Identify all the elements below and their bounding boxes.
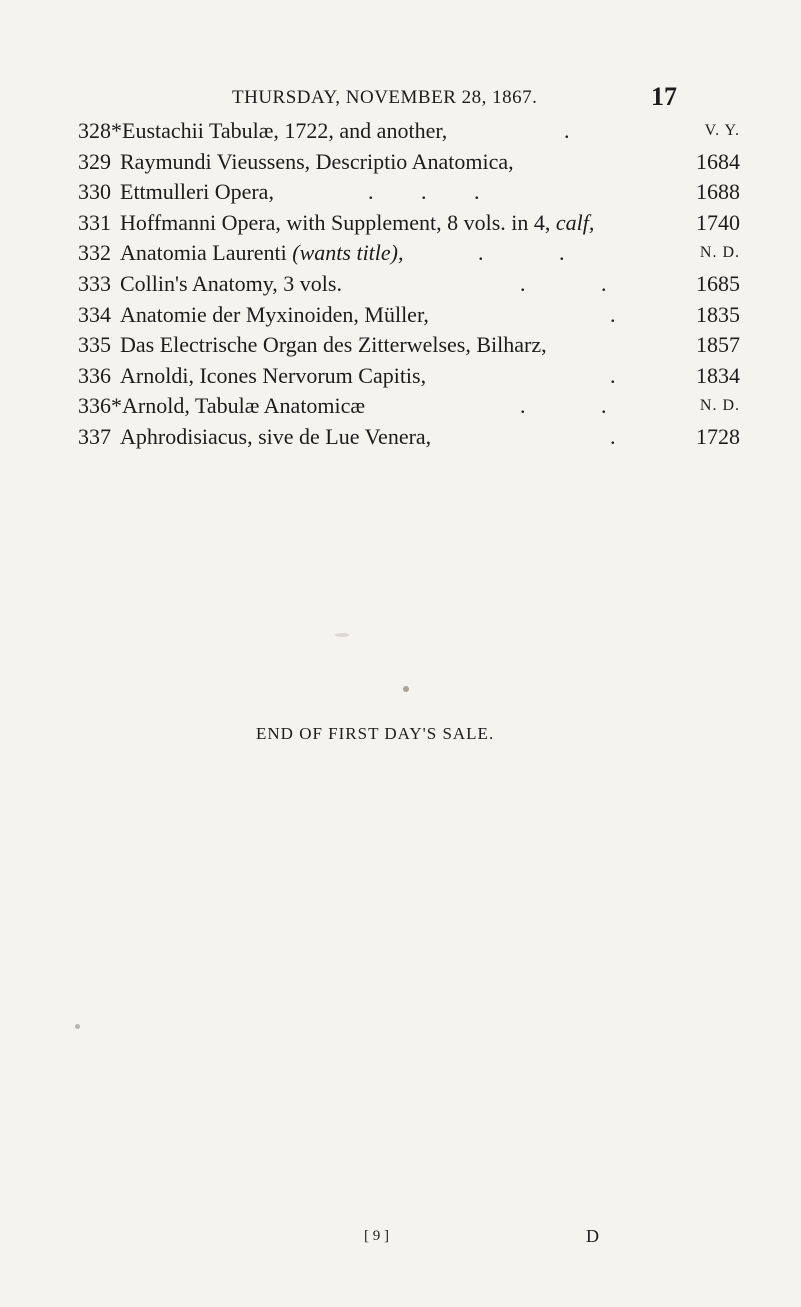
lot-title: 328*Eustachii Tabulæ, 1722, and another, (78, 118, 448, 143)
lot-number: 330 (78, 179, 111, 205)
lot-title: Raymundi Vieussens, Descriptio Anatomica, (120, 148, 514, 174)
signature-mark: D (586, 1226, 599, 1246)
lot-number: 329 (78, 148, 111, 174)
list-item (78, 116, 740, 147)
lot-number: 328* (78, 118, 122, 143)
binding-note: calf, (555, 209, 595, 235)
lot-title: Arnoldi, Icones Nervorum Capitis, (120, 362, 427, 388)
running-head: THURSDAY, NOVEMBER 28, 1867. (232, 87, 538, 108)
lot-number: 335 (78, 332, 111, 358)
leader-dots: . . (478, 240, 565, 266)
lot-title: Ettmulleri Opera, (120, 179, 274, 205)
list-item (78, 422, 740, 453)
lot-title: Anatomie der Myxinoiden, Müller, (120, 301, 429, 327)
leader-dots: . (564, 118, 570, 143)
list-item (78, 300, 740, 331)
lot-number: 334 (78, 301, 111, 327)
lot-title: Aphrodisiacus, sive de Lue Venera, (120, 423, 432, 449)
paper-speck (335, 633, 349, 637)
lot-title: Collin's Anatomy, 3 vols. (120, 270, 342, 296)
lot-date: 1685 (696, 270, 740, 296)
list-item (78, 147, 740, 178)
lot-title: Anatomia Laurenti (wants title), (120, 240, 404, 266)
lot-date: 1688 (696, 179, 740, 205)
lot-date: 1684 (696, 148, 740, 174)
list-item (78, 361, 740, 392)
lot-number: 336 (78, 362, 111, 388)
lot-number: 336* (78, 393, 122, 419)
lot-number: 333 (78, 270, 111, 296)
list-item (78, 330, 740, 361)
end-of-sale-note: END OF FIRST DAY'S SALE. (256, 724, 495, 743)
lot-number: 332 (78, 240, 111, 266)
lot-date: 1728 (696, 423, 740, 449)
lot-date: N. D. (699, 397, 740, 415)
lot-title: Hoffmanni Opera, with Supplement, 8 vols. in 4, calf, (120, 209, 595, 235)
lot-title: Das Electrische Organ des Zitterwelses, Bilharz, (120, 332, 547, 358)
lot-list (78, 116, 740, 453)
lot-date: 1740 (696, 209, 740, 235)
sheet-mark: [ 9 ] (364, 1228, 389, 1244)
list-item (78, 208, 740, 239)
leader-dots: . (610, 301, 616, 327)
lot-date: 1835 (696, 301, 740, 327)
lot-number: 337 (78, 423, 111, 449)
leader-dots: . . (520, 393, 607, 419)
paper-speck (403, 686, 409, 692)
list-item (78, 177, 740, 208)
lot-date: N. D. (699, 244, 740, 262)
page-number: 17 (651, 82, 677, 111)
lot-date: 1834 (696, 362, 740, 388)
leader-dots: . (610, 362, 616, 388)
paper-speck (75, 1024, 80, 1029)
leader-dots: . . (520, 270, 607, 296)
list-item (78, 391, 740, 422)
lot-number: 331 (78, 209, 111, 235)
lot-date: 1857 (696, 332, 740, 358)
leader-dots: . . . (368, 179, 480, 205)
list-item (78, 238, 740, 269)
list-item (78, 269, 740, 300)
lot-title: 336*Arnold, Tabulæ Anatomicæ (78, 393, 366, 419)
condition-note: (wants title), (292, 240, 404, 266)
leader-dots: . (610, 423, 616, 449)
lot-date: V. Y. (704, 122, 740, 139)
